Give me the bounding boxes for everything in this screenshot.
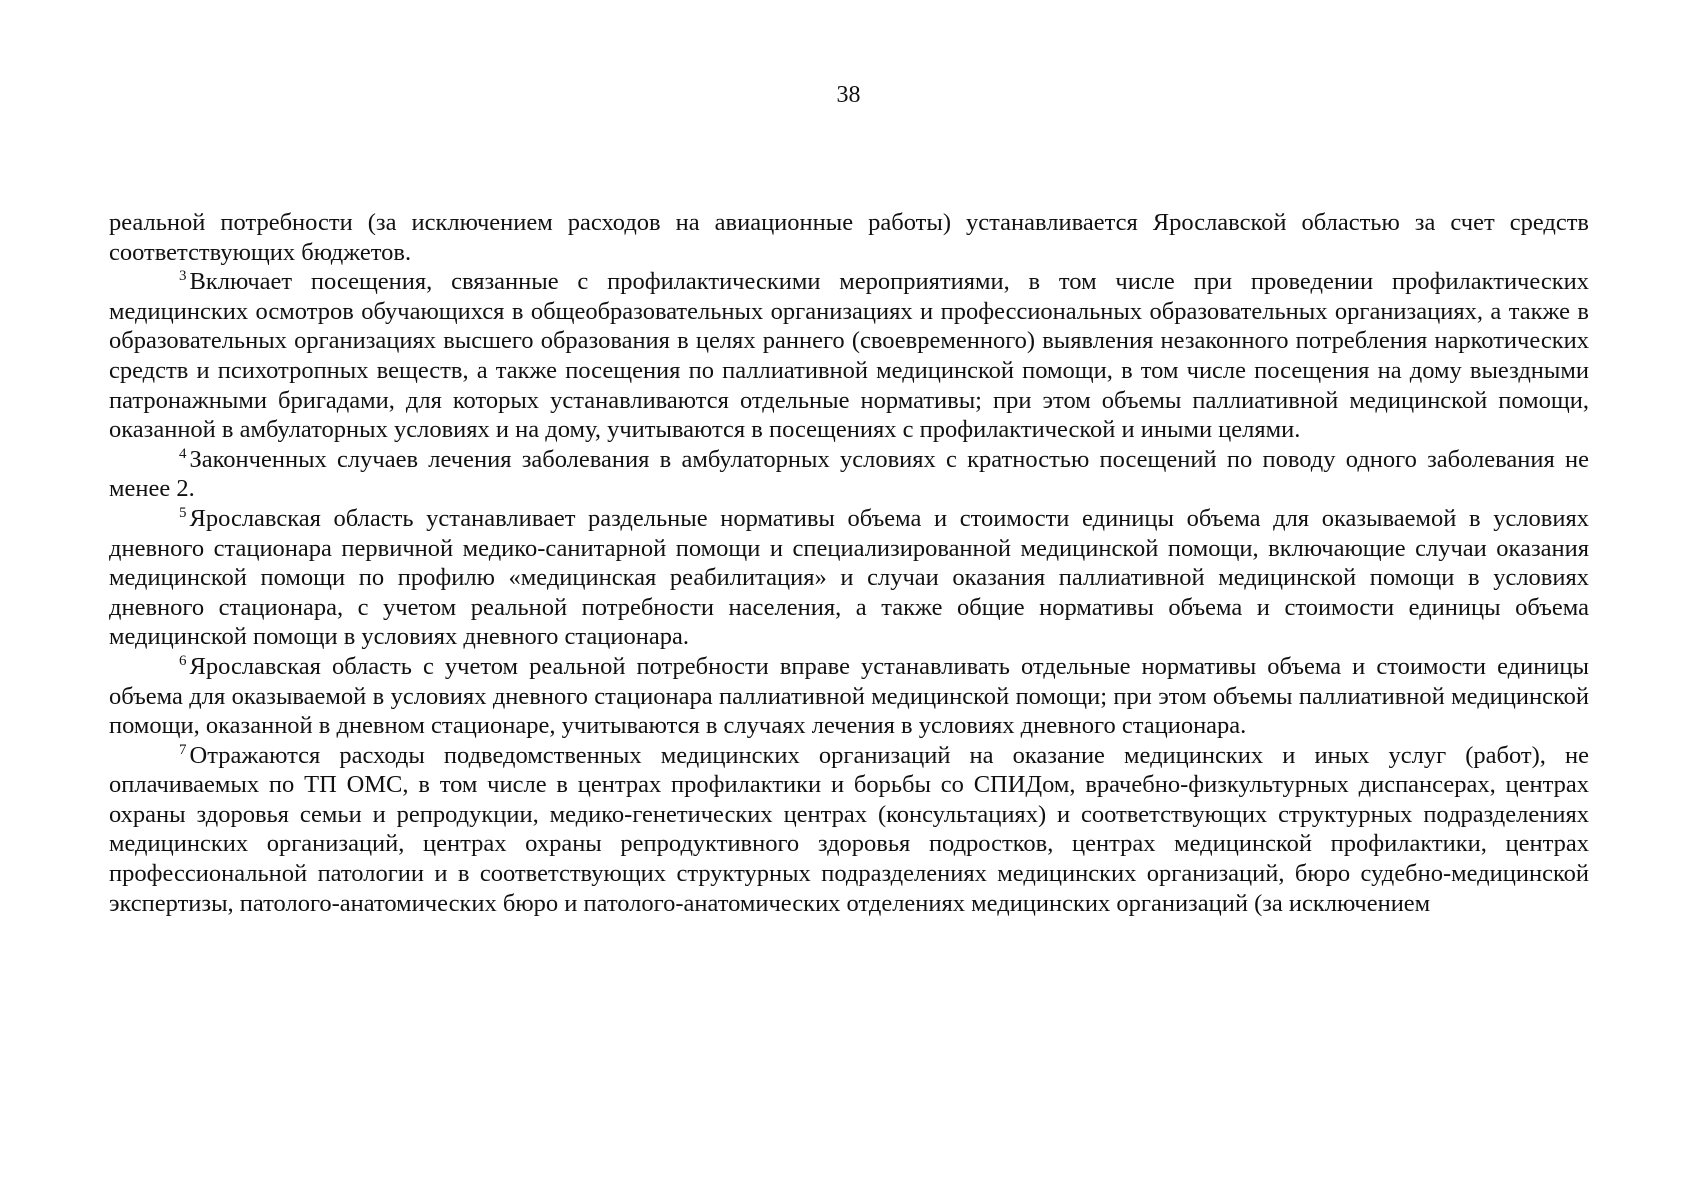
- footnote-marker: 3: [179, 268, 187, 285]
- footnote-text: Ярославская область с учетом реальной потребности вправе устанавливать отдельные нормативы объема и стоимости единицы объема для оказываемой в условиях дневного стационара паллиативной медицинской помощи; при этом объемы паллиативной медицинской помощи, оказанной в дневном стационаре, учитываются в случаях лечения в условиях дневного стационара.: [109, 652, 1589, 740]
- document-body: [109, 208, 1589, 918]
- paragraph-continuation: [109, 208, 1589, 267]
- footnote-4: [109, 445, 1589, 504]
- footnote-text: Отражаются расходы подведомственных медицинских организаций на оказание медицинских и иных услуг (работ), не оплачиваемых по ТП ОМС, в том числе в центрах профилактики и борьбы со СПИДом, врачебно-физкультурных диспансерах, центрах охраны здоровья семьи и репродукции, медико-генетических центрах (консультациях) и соответствующих структурных подразделениях медицинских организаций, центрах охраны репродуктивного здоровья подростков, центрах медицинской профилактики, центрах профессиональной патологии и в соответствующих структурных подразделениях медицинских организаций, бюро судебно-медицинской экспертизы, патолого-анатомических бюро и патолого-анатомических отделениях медицинских организаций (за исключением: [109, 741, 1589, 917]
- footnote-text: Ярославская область устанавливает раздельные нормативы объема и стоимости единицы объема для оказываемой в условиях дневного стационара первичной медико-санитарной помощи и специализированной медицинской помощи, включающие случаи оказания медицинской помощи по профилю «медицинская реабилитация» и случаи оказания паллиативной медицинской помощи в условиях дневного стационара, с учетом реальной потребности населения, а также общие нормативы объема и стоимости единицы объема медицинской помощи в условиях дневного стационара.: [109, 504, 1589, 651]
- page-number: 38: [836, 82, 861, 108]
- footnote-text: Включает посещения, связанные с профилактическими мероприятиями, в том числе при проведении профилактических медицинских осмотров обучающихся в общеобразовательных организациях и профессиональных образовательных организациях, а также в образовательных организациях высшего образования в целях раннего (своевременного) выявления незаконного потребления наркотических средств и психотропных веществ, а также посещения по паллиативной медицинской помощи, в том числе посещения на дому выездными патронажными бригадами, для которых устанавливаются отдельные нормативы; при этом объемы паллиативной медицинской помощи, оказанной в амбулаторных условиях и на дому, учитываются в посещениях с профилактической и иными целями.: [109, 268, 1589, 444]
- footnote-marker: 4: [179, 445, 187, 462]
- footnote-3: [109, 267, 1589, 445]
- paragraph-text: реальной потребности (за исключением расходов на авиационные работы) устанавливается Ярославской областью за счет средств соответствующих бюджетов.: [109, 209, 1589, 266]
- footnote-text: Законченных случаев лечения заболевания в амбулаторных условиях с кратностью посещений по поводу одного заболевания не менее 2.: [109, 445, 1589, 503]
- footnote-marker: 6: [179, 652, 187, 669]
- footnote-5: [109, 504, 1589, 652]
- footnote-marker: 7: [179, 741, 187, 758]
- footnote-marker: 5: [179, 504, 187, 521]
- footnote-7: [109, 741, 1589, 919]
- footnote-6: [109, 652, 1589, 741]
